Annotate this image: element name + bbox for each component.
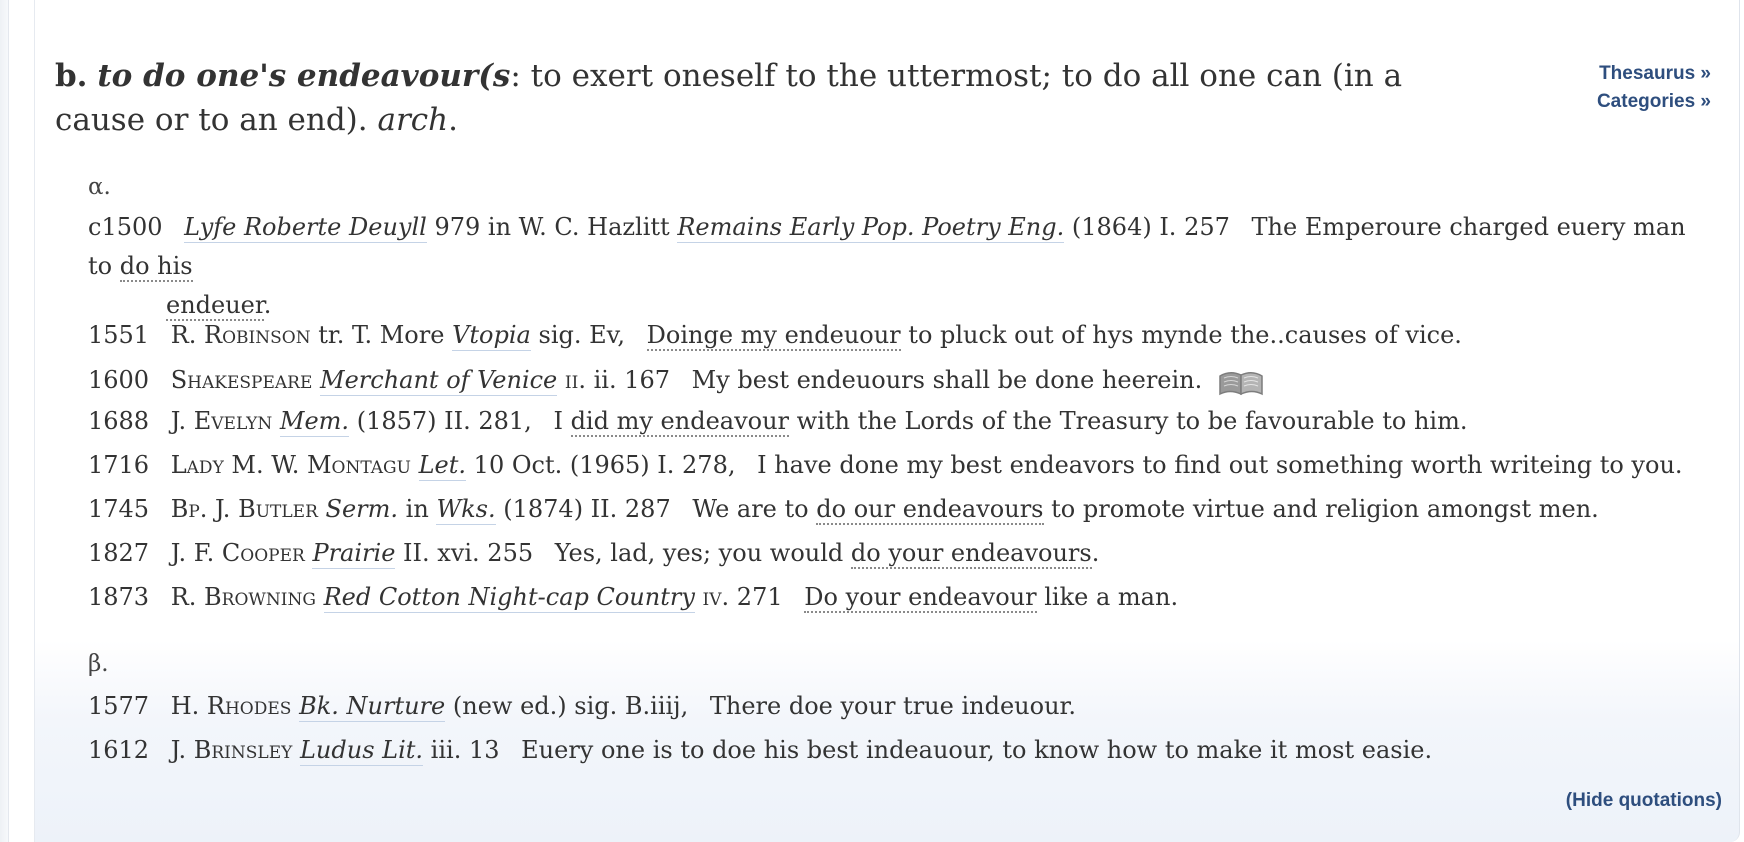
quote-author: Bp. J. Butler [170,495,318,523]
quote-ref: iii. 13 [430,736,500,764]
quotation-1551 [88,316,1708,355]
quote-ref: (1857) II. 281, [356,407,532,435]
quote-source: 979 in W. C. Hazlitt [434,213,670,241]
thesaurus-link[interactable]: Thesaurus » [1599,63,1711,84]
quote-text: I have done my best endeavors to find out something worth writeing to you. [757,451,1683,479]
quote-author: J. Brinsley [170,736,293,764]
quote-title[interactable]: Wks. [436,495,496,523]
quote-work: Serm. [325,495,399,523]
alpha-group-label: α. [88,174,111,200]
quote-text: The Emperoure charged euery man to [88,213,1686,280]
quote-ref: 271 [736,583,783,611]
quotation-c1500 [88,208,1708,325]
quote-title[interactable]: Lyfe Roberte Deuyll [184,213,427,241]
definition-end: . [448,102,458,138]
quote-keyword: Doinge my endeuour [646,321,901,349]
side-links [1597,60,1711,116]
quote-pre: Yes, lad, yes; you would [554,539,844,567]
sense-gloss: : to exert oneself to the uttermost; to do all one can (in a cause or to an end). [55,58,1403,138]
quote-keyword: did my endeavour [570,407,790,435]
quote-in: in [405,495,429,523]
quotation-1688 [88,402,1708,441]
quote-author: Lady M. W. Montagu [170,451,411,479]
left-margin-rule [0,0,9,842]
quote-ref: (new ed.) sig. B.iiij, [452,692,689,720]
quote-ref: II. xvi. 255 [403,539,534,567]
quote-text: My best endeuours shall be done heerein. [691,366,1203,394]
quote-title[interactable]: Mem. [279,407,350,435]
quote-date: 1873 [88,583,150,611]
quote-end: . [1091,539,1100,567]
categories-link[interactable]: Categories » [1596,91,1711,112]
quote-author: H. Rhodes [170,692,292,720]
quotation-1827 [88,534,1708,573]
quote-keyword: do your endeavours [850,539,1092,567]
quote-date: 1612 [88,736,150,764]
quote-date: 1716 [88,451,150,479]
quotation-1873 [88,578,1708,617]
quote-text: There doe your true indeuour. [709,692,1076,720]
quotation-1600 [88,361,1708,400]
quotation-1612 [88,731,1708,770]
quote-title[interactable]: Bk. Nurture [299,692,446,720]
quote-date: 1688 [88,407,150,435]
quote-source: tr. T. More [318,321,445,349]
quote-date: 1600 [88,366,150,394]
quote-pre: We are to [692,495,809,523]
quote-author: J. F. Cooper [170,539,305,567]
quote-ref: 10 Oct. (1965) I. 278, [473,451,736,479]
sense-number: b. [55,58,88,94]
quotation-1716 [88,446,1708,485]
quotation-1577 [88,687,1708,726]
quotation-1745 [88,490,1708,529]
quote-pre: I [553,407,563,435]
quote-text: with the Lords of the Treasury to be favourable to him. [796,407,1468,435]
usage-label: arch [377,102,449,138]
quote-author: Shakespeare [170,366,313,394]
quote-keyword-cont: endeuer [166,291,264,319]
beta-group-label: β. [88,651,109,677]
sense-definition [55,54,1445,142]
quote-ref-act: ii. [564,366,586,394]
quote-author: J. Evelyn [170,407,273,435]
quote-title[interactable]: Ludus Lit. [299,736,424,764]
quote-text: like a man. [1044,583,1179,611]
quote-end: . [263,291,272,319]
quote-ref: ii. 167 [593,366,671,394]
quote-date: 1577 [88,692,150,720]
quote-title[interactable]: Let. [418,451,467,479]
quote-ref: (1864) I. 257 [1071,213,1230,241]
quote-keyword: do his [119,252,193,280]
quote-keyword: Do your endeavour [804,583,1037,611]
quote-title-2[interactable]: Remains Early Pop. Poetry Eng. [677,213,1065,241]
quote-date: c1500 [88,213,163,241]
quote-title[interactable]: Merchant of Venice [320,366,558,394]
quote-date: 1551 [88,321,150,349]
quote-text: Euery one is to doe his best indeauour, to know how to make it most easie. [521,736,1433,764]
quote-ref: sig. Ev, [538,321,625,349]
quote-author: R. Browning [170,583,316,611]
quote-date: 1745 [88,495,150,523]
quote-ref: (1874) II. 287 [503,495,671,523]
quote-title[interactable]: Prairie [312,539,396,567]
quote-text: to pluck out of hys mynde the..causes of vice. [908,321,1462,349]
sense-lemma: to do one's endeavour(s [97,58,511,94]
quote-keyword: do our endeavours [816,495,1044,523]
quote-title[interactable]: Vtopia [452,321,531,349]
quote-date: 1827 [88,539,150,567]
quote-ref-book: iv. [702,583,730,611]
open-book-icon[interactable] [1216,366,1266,398]
quote-author: R. Robinson [170,321,311,349]
quote-text: to promote virtue and religion amongst men. [1051,495,1599,523]
quote-title[interactable]: Red Cotton Night-cap Country [323,583,695,611]
hide-quotations-button[interactable]: (Hide quotations) [1565,790,1722,811]
